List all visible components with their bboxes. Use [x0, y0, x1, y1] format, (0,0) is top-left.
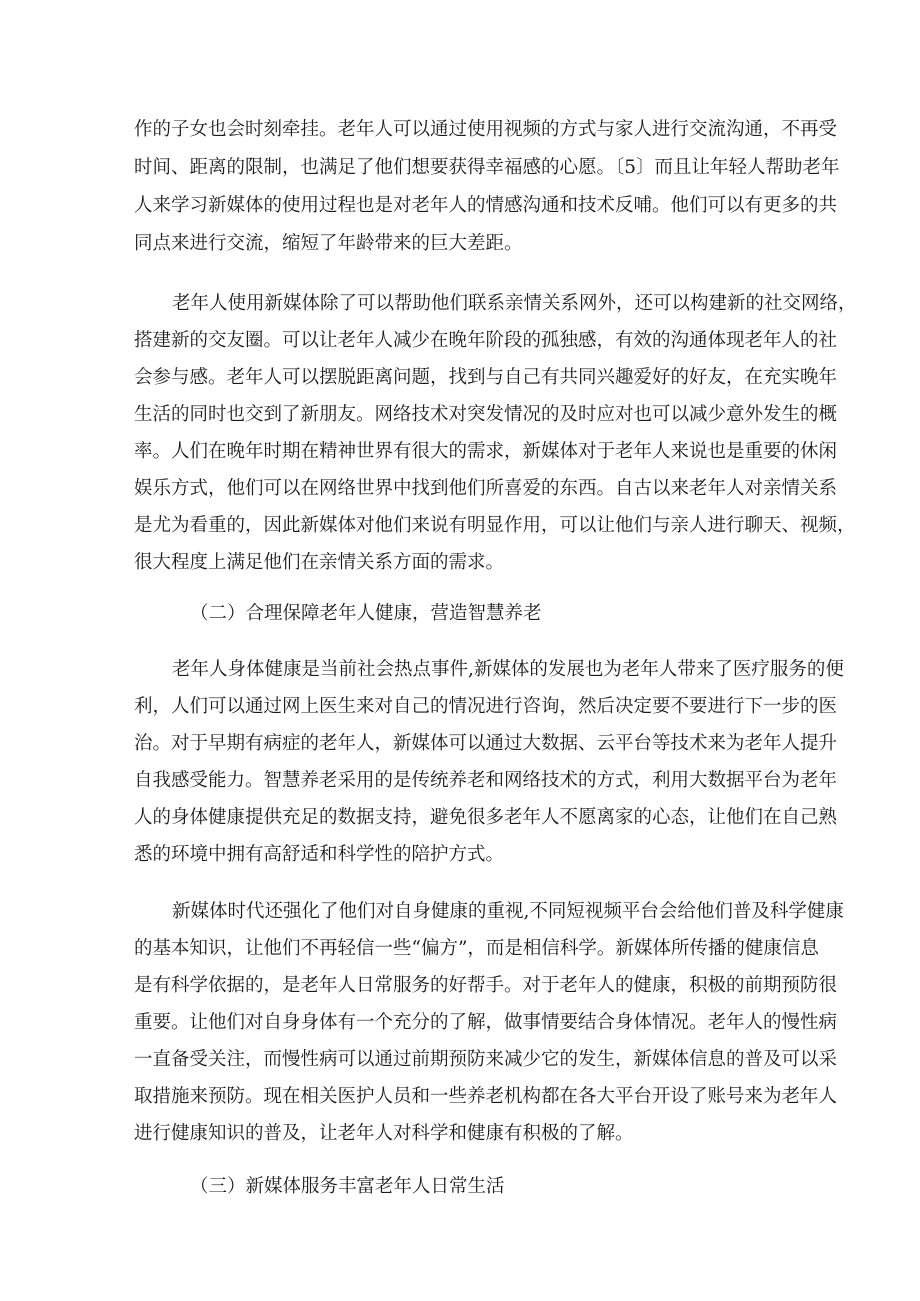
text-line: 会参与感。老年人可以摆脱距离问题，找到与自己有共同兴趣爱好的好友，在充实晚年	[134, 367, 838, 388]
text-line: 老年人使用新媒体除了可以帮助他们联系亲情关系网外，还可以构建新的社交网络，	[172, 293, 857, 314]
text-line: 的基本知识，让他们不再轻信一些“偏方”，而是相信科学。新媒体所传播的健康信息	[134, 938, 819, 959]
text-line: 自我感受能力。智慧养老采用的是传统养老和网络技术的方式，利用大数据平台为老年	[134, 770, 838, 791]
text-line: 进行健康知识的普及，让老年人对科学和健康有积极的了解。	[134, 1123, 634, 1144]
section-heading: （二）合理保障老年人健康，营造智慧养老	[190, 603, 542, 624]
text-line: 生活的同时也交到了新朋友。网络技术对突发情况的及时应对也可以减少意外发生的概	[134, 404, 838, 425]
text-line: 同点来进行交流，缩短了年龄带来的巨大差距。	[134, 233, 523, 254]
text-line: 利，人们可以通过网上医生来对自己的情况进行咨询，然后决定要不要进行下一步的医	[134, 696, 838, 717]
text-line: 率。人们在晚年时期在精神世界有很大的需求，新媒体对于老年人来说也是重要的休闲	[134, 441, 838, 462]
text-line: 老年人身体健康是当前社会热点事件,新媒体的发展也为老年人带来了医疗服务的便	[172, 659, 844, 680]
text-line: 人来学习新媒体的使用过程也是对老年人的情感沟通和技术反哺。他们可以有更多的共	[134, 195, 838, 216]
text-line: 很大程度上满足他们在亲情关系方面的需求。	[134, 552, 505, 573]
text-line: 新媒体时代还强化了他们对自身健康的重视,不同短视频平台会给他们普及科学健康	[172, 901, 844, 922]
text-line: 重要。让他们对自身身体有一个充分的了解，做事情要结合身体情况。老年人的慢性病	[134, 1012, 838, 1033]
text-line: 作的子女也会时刻牵挂。老年人可以通过使用视频的方式与家人进行交流沟通，不再受	[134, 119, 838, 140]
text-line: 是尤为看重的，因此新媒体对他们来说有明显作用，可以让他们与亲人进行聊天、视频，	[134, 515, 856, 536]
text-line: 娱乐方式，他们可以在网络世界中找到他们所喜爱的东西。自古以来老年人对亲情关系	[134, 478, 838, 499]
text-line: 悉的环境中拥有高舒适和科学性的陪护方式。	[134, 844, 505, 865]
text-line: 是有科学依据的，是老年人日常服务的好帮手。对于老年人的健康，积极的前期预防很	[134, 975, 838, 996]
text-line: 人的身体健康提供充足的数据支持，避免很多老年人不愿离家的心态，让他们在自己熟	[134, 807, 838, 828]
section-heading: （三）新媒体服务丰富老年人日常生活	[190, 1176, 505, 1197]
text-line: 取措施来预防。现在相关医护人员和一些养老机构都在各大平台开设了账号来为老年人	[134, 1086, 838, 1107]
text-line: 一直备受关注，而慢性病可以通过前期预防来减少它的发生，新媒体信息的普及可以采	[134, 1049, 838, 1070]
text-line: 搭建新的交友圈。可以让老年人减少在晚年阶段的孤独感，有效的沟通体现老年人的社	[134, 330, 838, 351]
text-line: 时间、距离的限制，也满足了他们想要获得幸福感的心愿。〔5〕而且让年轻人帮助老年	[134, 157, 840, 178]
text-line: 治。对于早期有病症的老年人，新媒体可以通过大数据、云平台等技术来为老年人提升	[134, 733, 838, 754]
